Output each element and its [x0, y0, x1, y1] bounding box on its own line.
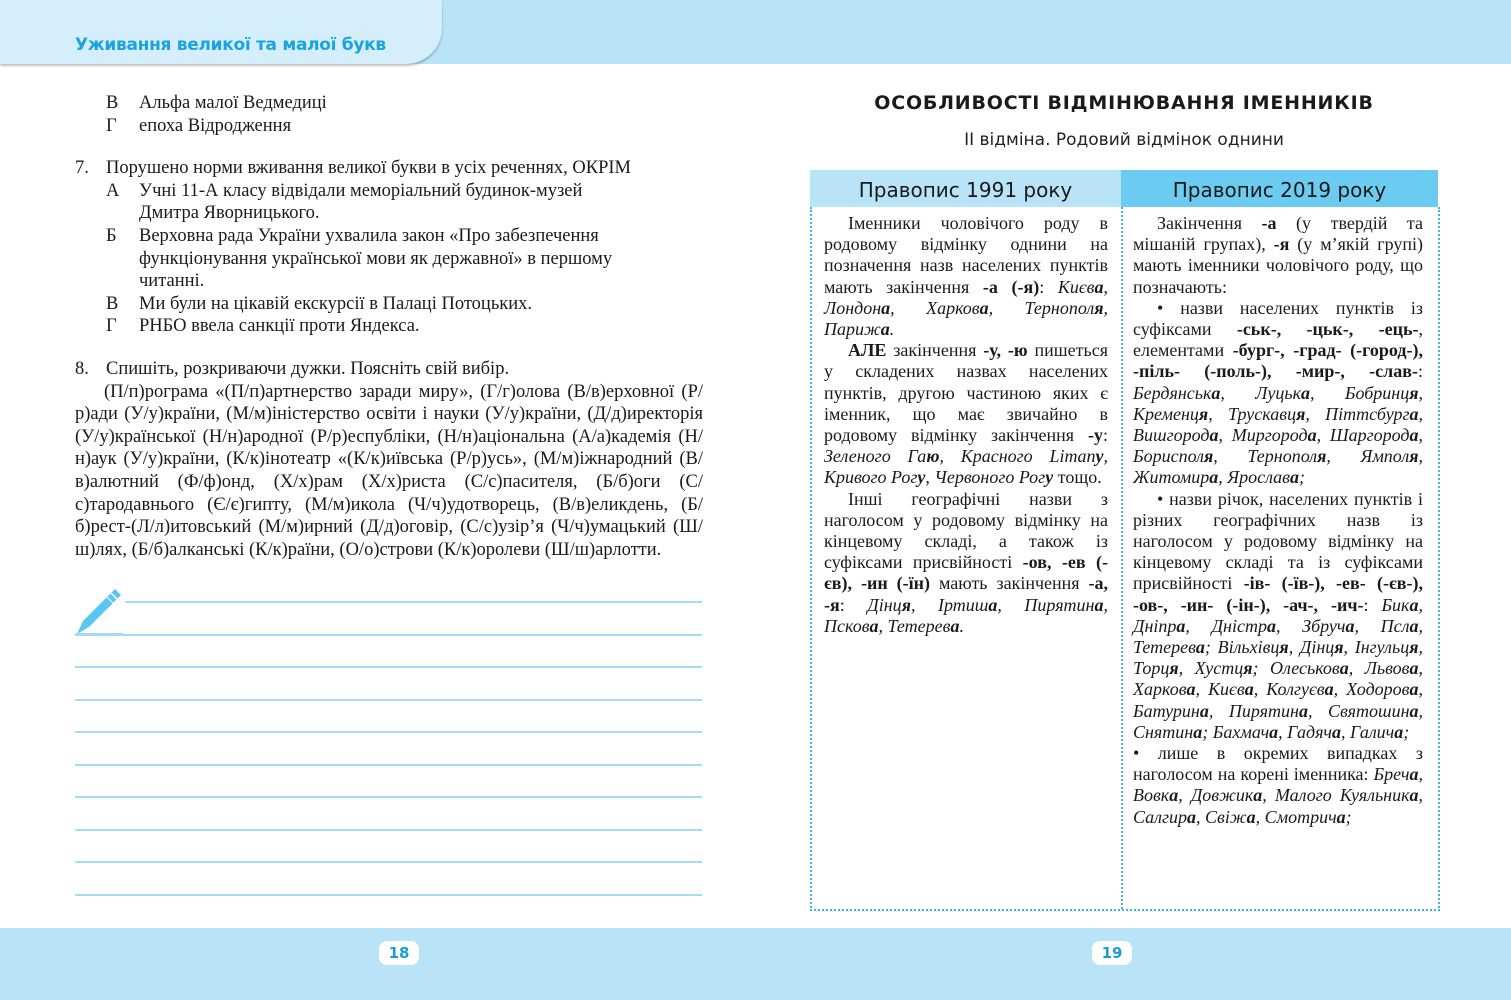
example-ending: а	[1244, 679, 1254, 700]
example-ending: я	[1169, 658, 1179, 679]
example-ending: а	[1209, 467, 1219, 488]
example-stem: , Луцьк	[1220, 382, 1302, 403]
suffix: -ів- (-їв-), -ев- (-єв-), -ов-, -ин- (-ін-), -ач-, -ич-	[1133, 573, 1423, 615]
example-ending: а	[1409, 764, 1419, 785]
example-stem: , Дінц	[1288, 637, 1335, 658]
example-stem: , Пирятин	[997, 594, 1095, 615]
example-stem: .	[889, 319, 895, 340]
example-ending: а	[1187, 806, 1196, 827]
example-stem: , Харков	[890, 297, 980, 318]
example-ending: я	[1198, 403, 1209, 424]
example-stem: , Іртиш	[910, 594, 989, 615]
pen-icon	[75, 585, 123, 635]
example-stem: , Львов	[1348, 658, 1410, 679]
example-ending: а	[1409, 615, 1419, 636]
question-7	[75, 157, 703, 180]
example-stem: , Кривого Рог	[824, 446, 1109, 488]
rule-paragraph	[824, 213, 1108, 340]
text: Закінчення	[1157, 213, 1262, 233]
example-ending: а	[950, 615, 960, 636]
comparison-table	[810, 170, 1438, 911]
question-8	[75, 358, 703, 381]
example-ending: а	[1409, 425, 1419, 446]
example-ending: а	[1409, 700, 1419, 721]
example-ending: а	[1290, 467, 1299, 488]
writing-line	[75, 861, 702, 863]
example-stem: ; Олеськов	[1252, 658, 1340, 679]
option-item	[75, 92, 703, 115]
writing-line	[75, 764, 702, 766]
example-ending: а	[1332, 721, 1342, 742]
writing-line	[75, 894, 702, 896]
example-ending: а	[1169, 785, 1179, 806]
example-stem: , Галич	[1341, 721, 1395, 742]
example-stem: , Шаргород	[1316, 425, 1410, 446]
example-stem: , Кременц	[1133, 382, 1423, 424]
example-stem: , Хустц	[1178, 658, 1244, 679]
examples	[1133, 595, 1423, 742]
example-ending: я	[1279, 637, 1289, 658]
ending: -ов, -ев (-єв), -ин (-їн)	[824, 552, 1108, 594]
example-stem: , Інгульц	[1343, 637, 1410, 658]
example-stem: Бердянськ	[1133, 382, 1212, 403]
section-subtitle: ІІ відміна. Родовий відмінок однини	[964, 130, 1284, 150]
emphasis: АЛЕ	[848, 340, 887, 361]
writing-line	[125, 601, 702, 603]
example-stem: ;	[1403, 721, 1410, 742]
table-header-1991: Правопис 1991 року	[810, 170, 1121, 207]
text: , елементами	[1133, 319, 1423, 361]
ending: -а, -я	[824, 573, 1109, 615]
example-ending: я	[1204, 446, 1214, 467]
option-text: епоха Відродження	[139, 115, 292, 136]
example-stem: ;	[1299, 467, 1305, 488]
example-ending: я	[1334, 637, 1344, 658]
footer-band	[0, 928, 1511, 1000]
example-ending: ю	[926, 446, 940, 467]
example-stem: , Тетерев	[878, 615, 951, 636]
example-stem: Києв	[1057, 276, 1095, 297]
bullet-paragraph	[1133, 298, 1423, 489]
example-stem: , Миргород	[1218, 425, 1308, 446]
rule-paragraph	[1133, 213, 1423, 298]
ending: -я	[1273, 234, 1290, 255]
example-ending: а	[881, 297, 891, 318]
option-letter: В	[106, 93, 119, 113]
writing-line	[75, 731, 702, 733]
example-ending: а	[1269, 721, 1279, 742]
example-ending: а	[1409, 594, 1419, 615]
ending: -а (-я)	[982, 276, 1040, 297]
text: Інші географічні назви з наголосом у родовому відмінку на кінцевому складі, а також із суфіксами присвійності	[824, 488, 1108, 573]
example-ending: я	[1409, 446, 1419, 467]
cell-2019	[1133, 213, 1423, 828]
text: закінчення	[886, 340, 984, 361]
text: (у м’якій групі) мають іменники чоловічого роду, що позначають:	[1133, 234, 1423, 297]
bullet-paragraph	[1133, 489, 1423, 743]
example-ending: у	[1095, 446, 1104, 467]
example-stem: Бреч	[1373, 764, 1410, 785]
column-divider	[1121, 207, 1123, 909]
example-ending: а	[1394, 721, 1404, 742]
bullet-paragraph	[1133, 743, 1423, 828]
example-ending: а	[1409, 403, 1419, 424]
question-text: Порушено норми вживання великої букви в усіх реченнях, ОКРІМ	[106, 158, 631, 179]
example-ending: я	[1094, 297, 1104, 318]
example-stem: , Житомир	[1133, 446, 1423, 488]
bullet-icon: •	[1157, 297, 1164, 318]
question-number: 7.	[75, 158, 89, 179]
text: назви населених пунктів із суфіксами	[1133, 297, 1423, 340]
writing-line	[75, 699, 702, 701]
example-stem: , Дністр	[1185, 615, 1267, 636]
example-ending: а	[1094, 276, 1104, 297]
option-letter: Г	[106, 316, 117, 337]
example-stem: , Харков	[1133, 658, 1423, 700]
example-stem: , Салгир	[1133, 785, 1423, 827]
example-ending: а	[1301, 382, 1311, 403]
example-ending: а	[1409, 658, 1419, 679]
question-number: 8.	[75, 358, 89, 379]
example-ending: а	[1324, 679, 1334, 700]
question-text: Спишіть, розкриваючи дужки. Поясніть свій вибір.	[106, 358, 510, 379]
example-ending: я	[1409, 382, 1419, 403]
example-ending: у	[1045, 467, 1054, 488]
example-ending: а	[880, 319, 890, 340]
example-stem: , Довжик	[1178, 785, 1254, 806]
example-stem: , Париж	[824, 297, 1108, 340]
option-item	[75, 315, 703, 338]
left-page-content	[75, 92, 703, 561]
text: :	[1417, 361, 1423, 382]
option-letter: Б	[106, 225, 117, 246]
option-text: Учні 11-А класу відвідали меморіальний будинок-музей Дмитра Яворницького.	[139, 180, 583, 224]
section-title: ОСОБЛИВОСТІ ВІДМІНЮВАННЯ ІМЕННИКІВ	[874, 92, 1374, 114]
example-stem: , Вишгород	[1133, 403, 1423, 446]
example-ending: а	[1336, 806, 1346, 827]
ending: -у	[1087, 425, 1103, 446]
example-ending: я	[1243, 658, 1253, 679]
example-stem: ; Бахмач	[1202, 721, 1270, 742]
example-stem: , Ямпол	[1326, 446, 1410, 467]
example-stem: , Тернопол	[1213, 446, 1318, 467]
chapter-title: Уживання великої та малої букв	[75, 35, 386, 55]
option-item	[75, 115, 703, 138]
example-ending: а	[1409, 679, 1419, 700]
example-ending: я	[1317, 446, 1327, 467]
suffix: -ськ-, -цьк-, -ець-	[1236, 319, 1419, 340]
writing-line	[75, 829, 702, 831]
option-text: Альфа малої Ведмедиці	[139, 93, 327, 113]
example-stem: , Снятин	[1133, 700, 1424, 742]
example-stem: , Дніпр	[1133, 594, 1423, 636]
example-stem: , Пирятин	[1208, 700, 1299, 721]
example-ending: а	[1345, 615, 1355, 636]
example-ending: а	[988, 594, 998, 615]
rule-paragraph	[824, 340, 1108, 488]
example-ending: а	[1298, 700, 1308, 721]
example-stem: , Червоного Рог	[925, 467, 1046, 488]
option-letter: Г	[106, 115, 117, 136]
example-ending: а	[1209, 425, 1219, 446]
example-stem: , Ходоров	[1333, 679, 1410, 700]
text: :	[839, 594, 868, 615]
rule-paragraph	[824, 489, 1108, 637]
example-ending: я	[1296, 403, 1306, 424]
example-ending: а	[1199, 700, 1209, 721]
example-stem: , Колгуєв	[1253, 679, 1325, 700]
option-letter: А	[106, 180, 120, 201]
example-stem: , Києв	[1195, 679, 1245, 700]
option-item	[75, 180, 703, 225]
example-stem: , Лондон	[824, 276, 1108, 318]
option-text: Верховна рада України ухвалила закон «Про забезпечення функціонування української мови як державної» в першому читанні.	[139, 225, 613, 292]
example-stem: , Вовк	[1133, 764, 1423, 806]
example-stem: Зеленого Га	[824, 446, 927, 467]
text: тощо.	[1053, 467, 1102, 488]
example-stem: , Торц	[1133, 637, 1423, 679]
option-item	[75, 225, 703, 293]
example-ending: а	[1211, 382, 1221, 403]
example-ending: а	[1193, 721, 1203, 742]
example-stem: , Бориспол	[1133, 425, 1423, 467]
suffix: -бург-, -град- (-город-), -піль- (-поль-), -мир-, -слав-	[1133, 340, 1423, 382]
example-stem: , Тетерев	[1133, 615, 1423, 658]
example-ending: а	[1195, 637, 1205, 658]
example-stem: Бик	[1381, 594, 1410, 615]
ending: -а	[1261, 213, 1277, 233]
text: мають закінчення	[930, 573, 1089, 594]
example-stem: ;	[1345, 806, 1352, 827]
example-stem: , Святошин	[1307, 700, 1410, 721]
text: Іменники чоловічого роду в родовому відмінку однини на позначення назв населених пунктів мають закінчення	[824, 213, 1108, 297]
example-stem: ; Вільхівц	[1204, 637, 1280, 658]
exercise-text: (П/п)рограма «(П/п)артнерство заради миру», (Г/г)олова (В/в)ерховної (Р/р)ади (У/у)країни, (М/м)іністерство освіти і науки (У/у)країни, (Д/д)иректорія (У/у)країнської (Н/н)ародної (Р/р)еспубліки, (Н/н)аціональна (А/а)кадемія (Н/н)аук (У/у)країни, (К/к)інотеатр «(К/к)иївська (Р/р)усь», (М/м)іжнародний (В/в)алютний (Ф/ф)онд, (Х/х)рам (Х/х)риста (С/с)пасителя, (Б/б)оги (С/с)тародавнього (Є/є)гипту, (М/м)икола (Ч/ч)удотворець, (В/в)еликдень, (Б/б)рест-(Л/л)итовський (М/м)ирний (Д/д)оговір, (С/с)узір’я (Ч/ч)умацький (Ш/ш)лях, (Б/б)алканські (К/к)раїни, (О/о)строви (К/к)оролеви (Ш/ш)арлотти.	[75, 381, 703, 560]
cell-1991	[824, 213, 1108, 637]
writing-line	[75, 796, 702, 798]
text: назви річок, населених пунктів і різних географічних назв із наголосом у родовому відмінку на кінцевому складі та із суфіксами присвійності	[1133, 488, 1423, 594]
example-stem: , Красного Liman	[939, 446, 1096, 467]
table-header-2019: Правопис 2019 року	[1121, 170, 1438, 207]
example-stem: , Гадяч	[1278, 721, 1333, 742]
example-stem: Дінц	[867, 594, 902, 615]
text: пишеться у складених назвах населених пунктів, другою частиною яких є іменник, що має звичайно в родовому відмінку закінчення	[824, 340, 1108, 446]
example-stem: , Смотрич	[1255, 806, 1337, 827]
bullet-icon: •	[1133, 743, 1140, 764]
examples	[1133, 383, 1423, 488]
example-stem: , Псков	[824, 594, 1108, 636]
examples	[824, 595, 1108, 636]
option-item	[75, 293, 703, 316]
page-number-right: 19	[1092, 941, 1132, 965]
example-ending: а	[1176, 615, 1186, 636]
text: :	[1102, 425, 1108, 446]
example-ending: а	[1307, 425, 1317, 446]
example-ending: я	[1409, 637, 1419, 658]
text: :	[1363, 594, 1382, 615]
example-ending: я	[901, 594, 911, 615]
bullet-icon: •	[1157, 488, 1164, 509]
example-ending: а	[1094, 594, 1104, 615]
example-stem: , Бобринц	[1310, 382, 1410, 403]
example-stem: , Трускавц	[1208, 403, 1297, 424]
example-ending: а	[1339, 658, 1349, 679]
example-stem: , Тернопол	[988, 297, 1095, 318]
option-text: РНБО ввела санкції проти Яндекса.	[139, 316, 420, 337]
option-text: Ми були на цікавій екскурсії в Палаці Потоцьких.	[139, 293, 533, 314]
example-ending: а	[1409, 785, 1419, 806]
example-stem: , Збруч	[1275, 615, 1346, 636]
example-ending: а	[1266, 615, 1276, 636]
example-stem: , Свіж	[1196, 806, 1247, 827]
example-stem: , Ярослав	[1218, 467, 1290, 488]
writing-line	[75, 666, 702, 668]
example-ending: а	[979, 297, 989, 318]
writing-area[interactable]	[75, 585, 702, 905]
example-ending: а	[869, 615, 879, 636]
example-stem: , Батурин	[1133, 679, 1423, 721]
example-stem: , Піттсбург	[1305, 403, 1410, 424]
example-ending: у	[917, 467, 926, 488]
example-ending: а	[1186, 679, 1196, 700]
text: лише в окремих випадках з наголосом на корені іменника:	[1133, 743, 1423, 785]
example-stem: .	[959, 615, 964, 636]
text: (у твердій та мішаній групах),	[1133, 213, 1423, 255]
writing-line	[75, 634, 702, 636]
option-letter: В	[106, 293, 119, 314]
example-ending: а	[1253, 785, 1263, 806]
example-stem: , Псл	[1354, 615, 1410, 636]
page-number-left: 18	[379, 941, 419, 965]
text: :	[1039, 276, 1058, 297]
ending: -у, -ю	[983, 340, 1028, 361]
example-stem: , Малого Куяльник	[1262, 785, 1410, 806]
example-ending: а	[1246, 806, 1256, 827]
